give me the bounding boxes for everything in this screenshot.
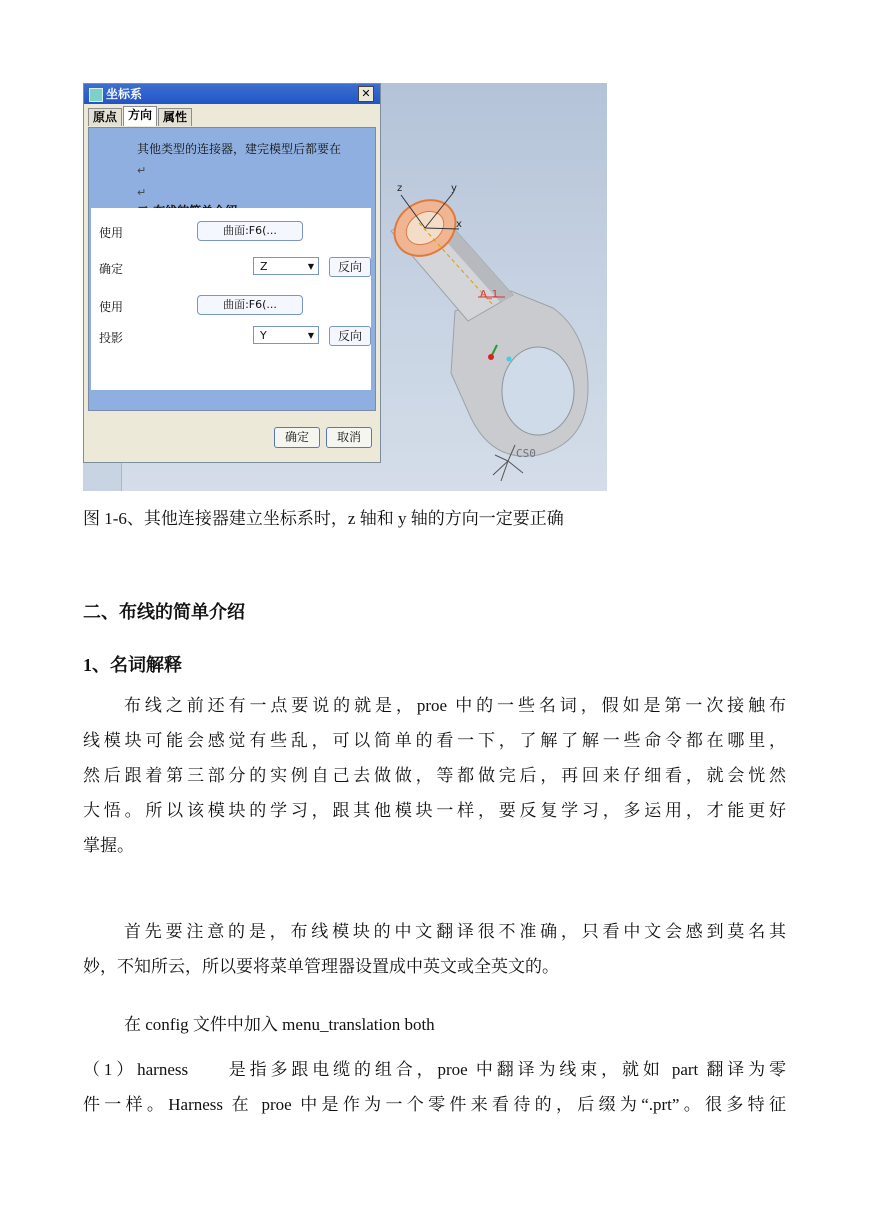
tab-properties[interactable]: 属性 <box>158 108 192 126</box>
chevron-down-icon: ▼ <box>307 331 314 340</box>
dialog-tabs <box>88 108 193 127</box>
use-label-1: 使用 <box>99 226 124 240</box>
determine-label: 确定 <box>99 262 124 276</box>
window-icon <box>89 88 103 102</box>
paragraph-line: 首先要注意的是，布线模块的中文翻译很不准确，只看中文会感到莫名其 <box>124 922 786 941</box>
chevron-down-icon: ▼ <box>307 262 314 271</box>
reference-collector-1[interactable]: 曲面:F6(... <box>197 221 303 241</box>
axis-z-label: z <box>397 183 403 194</box>
return-mark-2: ↵ <box>137 186 147 199</box>
paragraph-2 <box>83 914 786 984</box>
return-mark-1: ↵ <box>137 164 147 177</box>
triad-cyan <box>507 357 512 362</box>
paragraph-line: 线模块可能会感觉有些乱，可以简单的看一下，了解了解一些命令都在哪里， <box>83 731 786 750</box>
paragraph-line: 掌握。 <box>83 836 134 855</box>
axis-select-2-value: Y <box>260 329 267 342</box>
section-heading: 二、布线的简单介绍 <box>83 602 245 622</box>
orientation-panel <box>88 127 376 411</box>
paragraph-line: 妙，不知所云，所以要将菜单管理器设置成中英文或全英文的。 <box>83 957 559 976</box>
close-button[interactable]: ✕ <box>358 86 374 102</box>
coordinate-system-dialog <box>83 83 381 463</box>
axis-y-label: y <box>451 183 457 194</box>
project-label: 投影 <box>99 331 124 345</box>
reference-collector-2[interactable]: 曲面:F6(... <box>197 295 303 315</box>
figure-screenshot <box>83 83 607 491</box>
ok-button[interactable]: 确定 <box>274 427 320 448</box>
figure-caption: 图 1-6、其他连接器建立坐标系时，z 轴和 y 轴的方向一定要正确 <box>83 509 564 528</box>
background-line-1: 其他类型的连接器，建完模型后都要在 <box>137 142 342 156</box>
background-text <box>137 138 341 212</box>
paragraph-line: 大悟。所以该模块的学习，跟其他模块一样，要反复学习，多运用，才能更好 <box>83 801 786 820</box>
cs0-label: CS0 <box>516 447 536 460</box>
dialog-titlebar <box>84 84 380 104</box>
triad-red <box>488 354 494 360</box>
paragraph-3 <box>83 1007 786 1042</box>
axis-select-1[interactable] <box>253 257 319 275</box>
paragraph-line: 然后跟着第三部分的实例自己去做做，等都做完后，再回来仔细看，就会恍然 <box>83 766 786 785</box>
axis-x-label: x <box>456 219 462 230</box>
paragraph-line: 件一样。Harness 在 proe 中是作为一个零件来看待的，后缀为“.prt”。很多特征 <box>83 1095 786 1114</box>
paragraph-1 <box>83 688 786 863</box>
orientation-form <box>91 208 371 390</box>
sub-heading: 1、名词解释 <box>83 655 182 675</box>
paragraph-line: 布线之前还有一点要说的就是，proe 中的一些名词，假如是第一次接触布 <box>124 696 786 715</box>
tab-orientation[interactable]: 方向 <box>123 106 157 126</box>
axis-select-1-value: Z <box>260 260 268 273</box>
paragraph-line: 在 config 文件中加入 menu_translation both <box>124 1015 435 1034</box>
paragraph-line: （1）harness 是指多跟电缆的组合，proe 中翻译为线束，就如 part 翻译为零 <box>83 1060 786 1079</box>
tab-origin[interactable]: 原点 <box>88 108 122 126</box>
cancel-button[interactable]: 取消 <box>326 427 372 448</box>
use-label-2: 使用 <box>99 300 124 314</box>
lug-hole <box>502 347 574 435</box>
flip-button-1[interactable]: 反向 <box>329 257 371 277</box>
dialog-title: 坐标系 <box>106 87 143 101</box>
datum-a-label: A_1 <box>480 289 499 300</box>
flip-button-2[interactable]: 反向 <box>329 326 371 346</box>
paragraph-4 <box>83 1052 786 1122</box>
axis-select-2[interactable] <box>253 326 319 344</box>
